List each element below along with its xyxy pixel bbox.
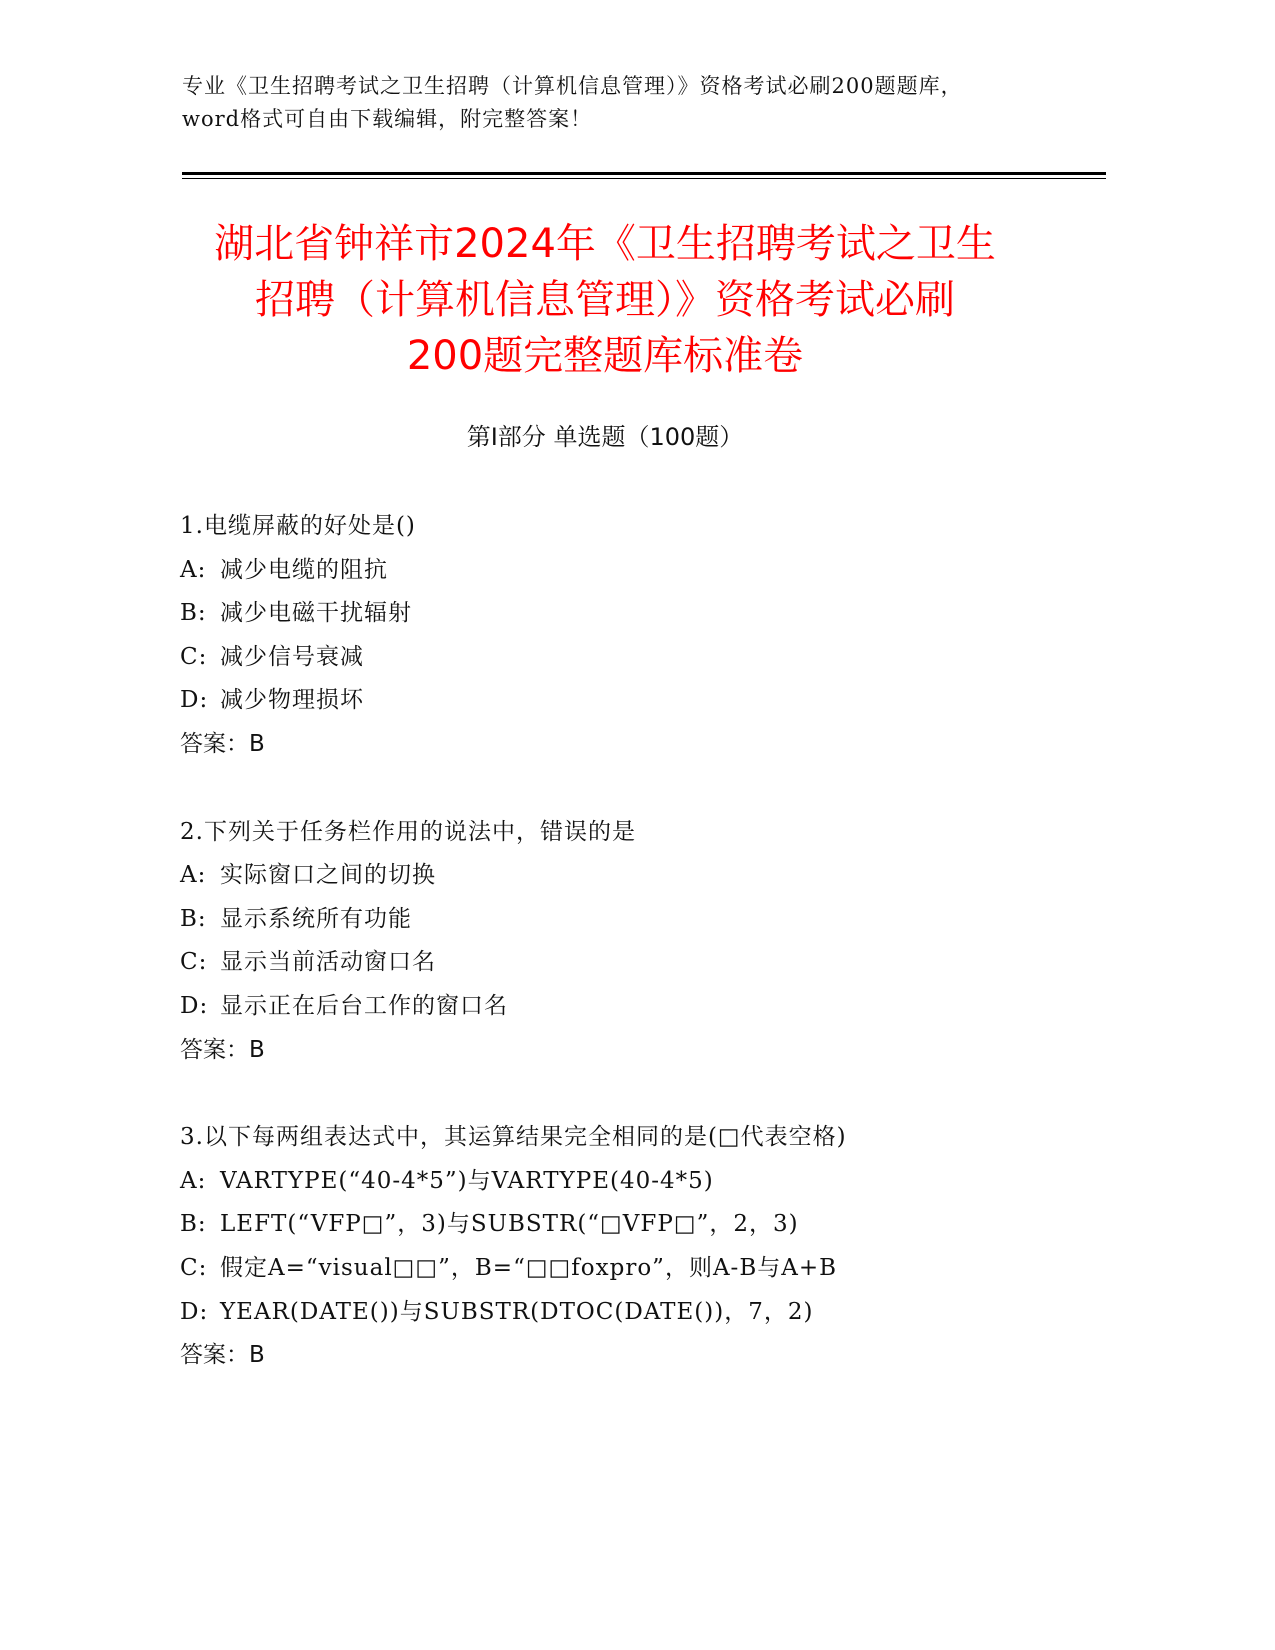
option-a xyxy=(180,1160,1130,1204)
section-heading: 第Ⅰ部分 单选题（100题） xyxy=(466,423,744,451)
option-label: B: xyxy=(180,1211,207,1238)
question-1 xyxy=(180,505,1130,767)
option-text: 显示当前活动窗口名 xyxy=(220,949,436,976)
question-stem: 3.以下每两组表达式中，其运算结果完全相同的是(□代表空格) xyxy=(180,1124,847,1151)
option-b xyxy=(180,592,1130,636)
option-text: 减少信号衰减 xyxy=(220,643,364,670)
option-b xyxy=(180,1203,1130,1247)
header-note-line-2: word格式可自由下载编辑，附完整答案！ xyxy=(182,107,593,131)
option-text: LEFT(“VFP□”，3)与SUBSTR(“□VFP□”，2，3) xyxy=(220,1211,799,1238)
option-c xyxy=(180,636,1130,680)
option-a xyxy=(180,854,1130,898)
option-label: B: xyxy=(180,600,207,627)
header-rule-thin xyxy=(182,178,1106,179)
option-label: C: xyxy=(180,1254,208,1281)
option-d xyxy=(180,1291,1130,1335)
header-note-line-1: 专业《卫生招聘考试之卫生招聘（计算机信息管理）》资格考试必刷200题题库， xyxy=(182,74,963,98)
option-text: 实际窗口之间的切换 xyxy=(220,862,436,889)
answer: 答案：B xyxy=(180,1036,265,1063)
answer: 答案：B xyxy=(180,730,265,757)
question-stem: 2.下列关于任务栏作用的说法中，错误的是 xyxy=(180,818,636,845)
option-a xyxy=(180,549,1130,593)
option-text: VARTYPE(“40-4*5”)与VARTYPE(40-4*5) xyxy=(220,1167,714,1194)
option-label: C: xyxy=(180,643,208,670)
option-text: YEAR(DATE())与SUBSTR(DTOC(DATE())，7，2) xyxy=(220,1298,814,1325)
option-b xyxy=(180,898,1130,942)
option-label: D: xyxy=(180,992,209,1019)
title-line-3: 200题完整题库标准卷 xyxy=(406,333,804,379)
header-rule-thick xyxy=(182,172,1106,175)
option-c xyxy=(180,1247,1130,1291)
option-label: D: xyxy=(180,687,209,714)
option-text: 减少物理损坏 xyxy=(220,687,364,714)
option-text: 减少电磁干扰辐射 xyxy=(220,600,412,627)
option-d xyxy=(180,985,1130,1029)
option-label: B: xyxy=(180,905,207,932)
option-label: A: xyxy=(180,862,207,889)
title-line-2: 招聘（计算机信息管理）》资格考试必刷 xyxy=(255,277,955,323)
option-label: D: xyxy=(180,1298,209,1325)
option-label: A: xyxy=(180,556,207,583)
option-text: 显示系统所有功能 xyxy=(220,905,412,932)
answer: 答案：B xyxy=(180,1342,265,1369)
option-text: 假定A=“visual□□”，B=“□□foxpro”，则A-B与A+B xyxy=(220,1254,838,1281)
option-text: 显示正在后台工作的窗口名 xyxy=(220,992,508,1019)
option-label: C: xyxy=(180,949,208,976)
question-3 xyxy=(180,1116,1130,1378)
option-c xyxy=(180,941,1130,985)
option-label: A: xyxy=(180,1167,207,1194)
option-d xyxy=(180,679,1130,723)
question-stem: 1.电缆屏蔽的好处是() xyxy=(180,513,416,539)
document-title xyxy=(150,216,1060,384)
question-list xyxy=(180,505,1130,1422)
question-2 xyxy=(180,811,1130,1073)
option-text: 减少电缆的阻抗 xyxy=(220,556,388,583)
title-line-1: 湖北省钟祥市2024年《卫生招聘考试之卫生 xyxy=(214,221,996,267)
header-note xyxy=(182,70,1082,136)
